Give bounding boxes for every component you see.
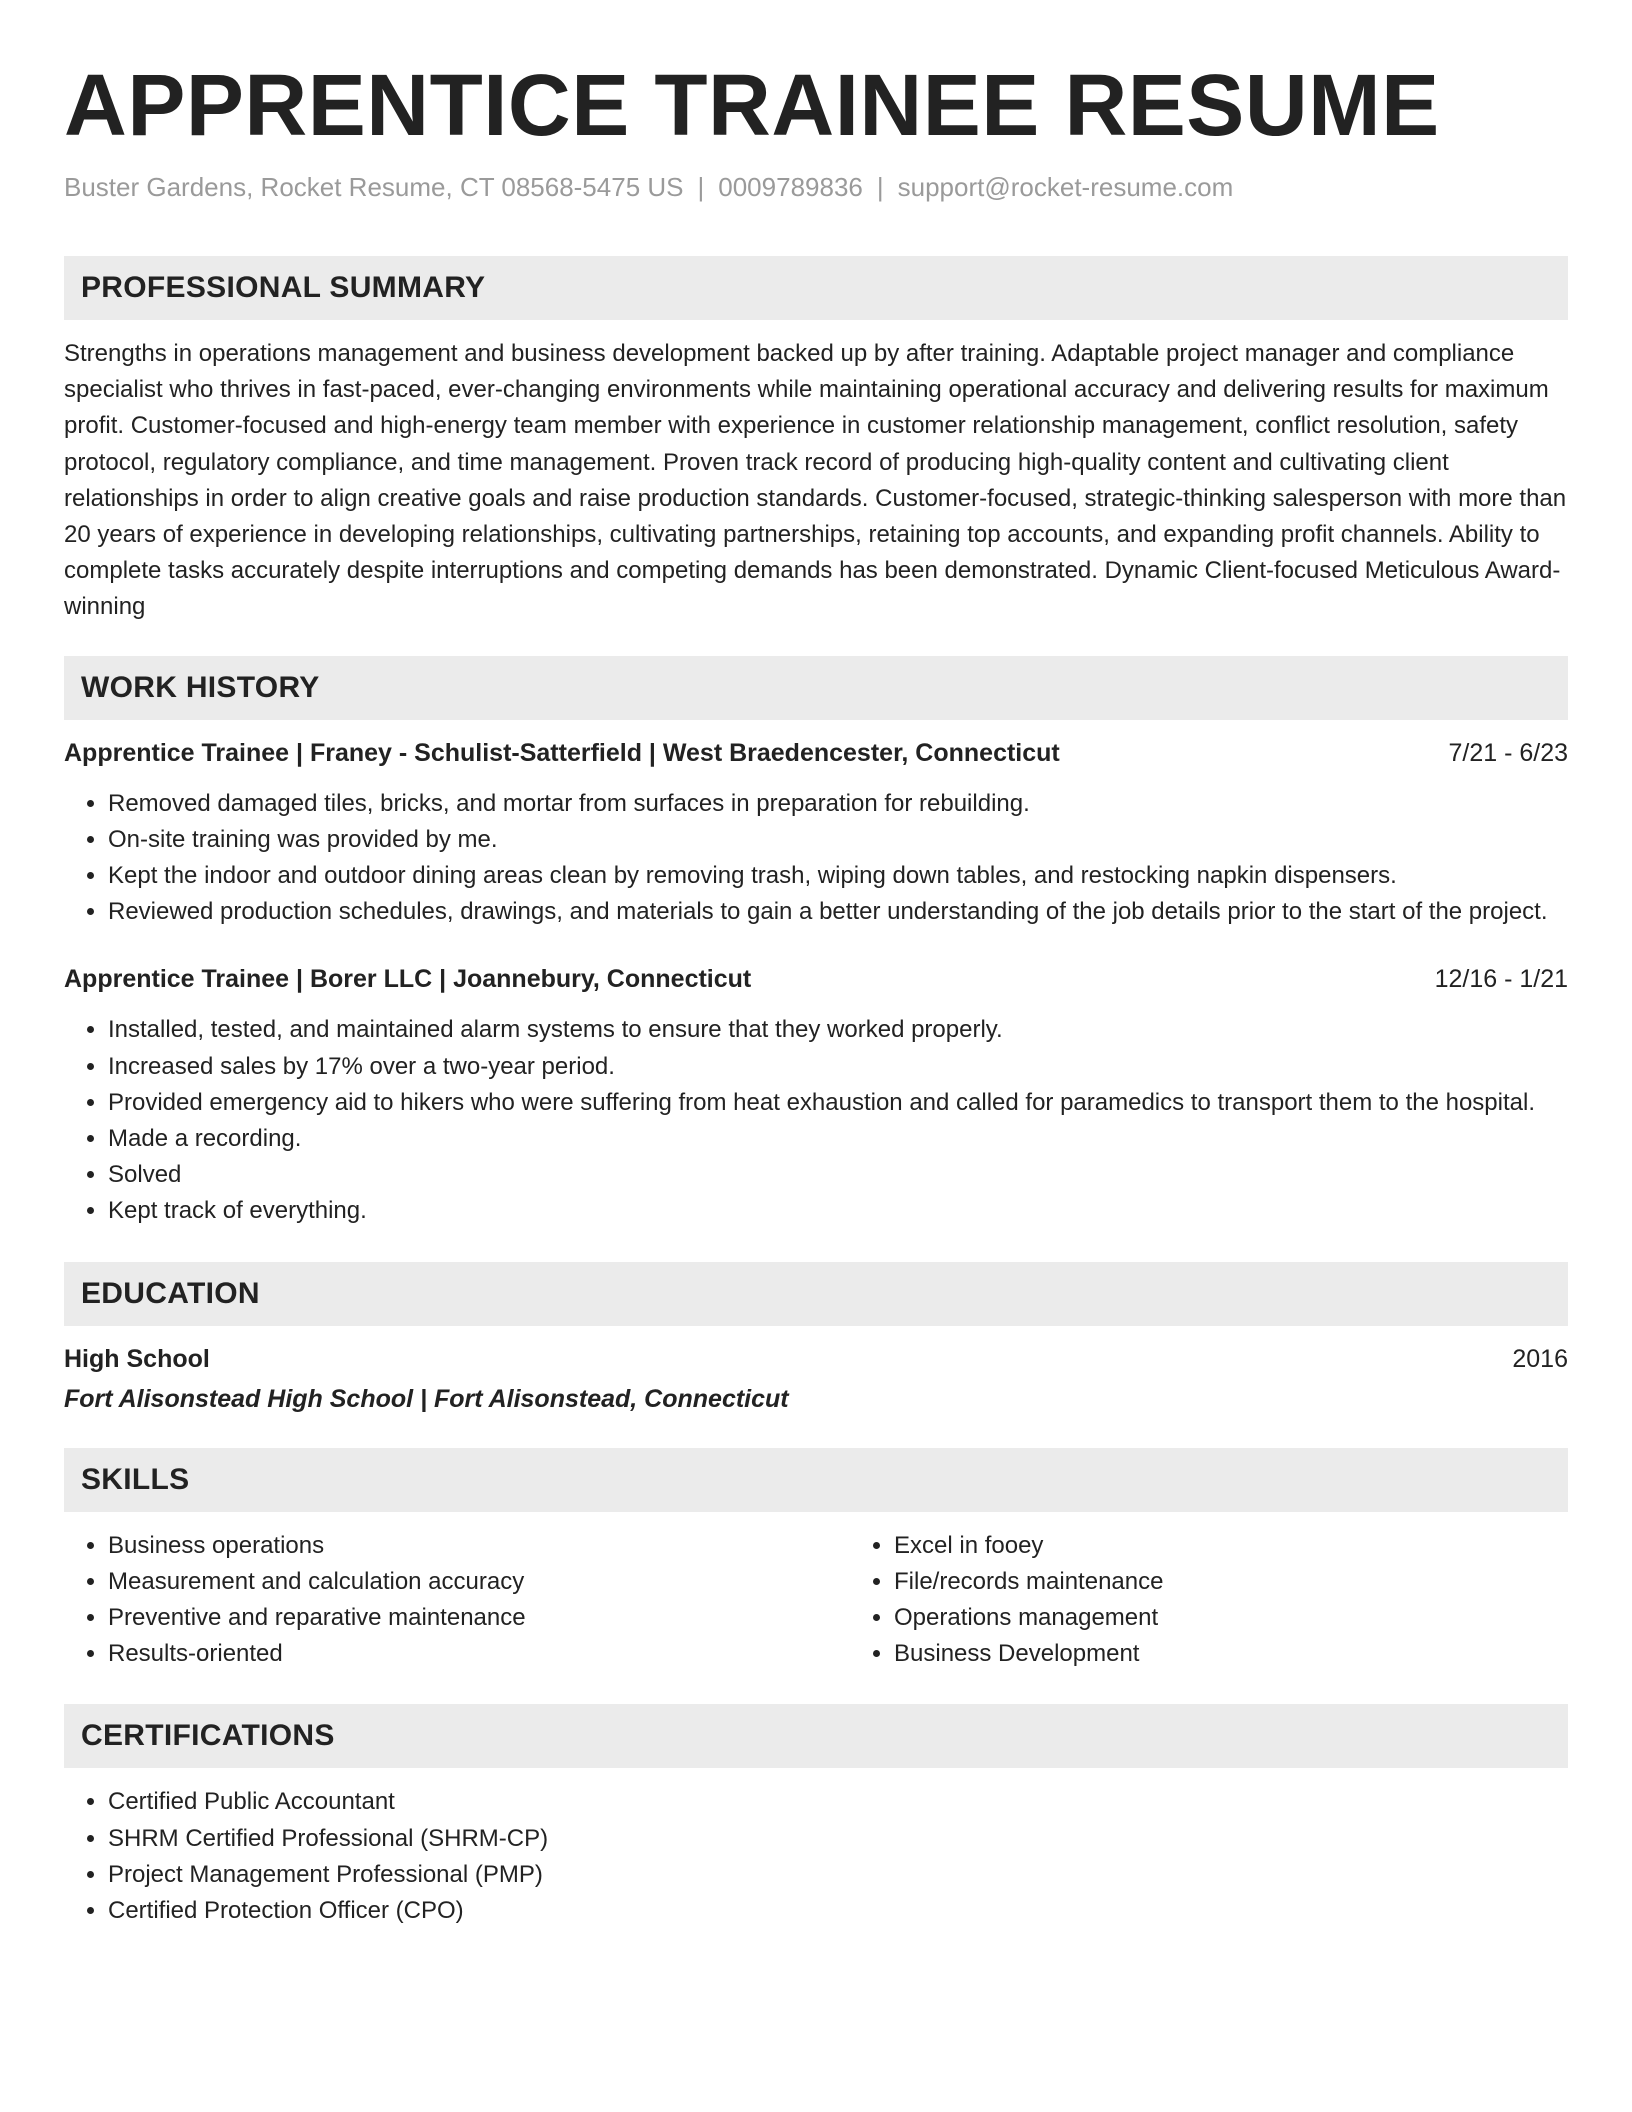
skills-list-right	[850, 1528, 1163, 1673]
skills-columns	[64, 1528, 1568, 1673]
education-section-header	[64, 1262, 1568, 1326]
skill-item: • Preventive and reparative maintenance	[108, 1600, 850, 1636]
work-heading: WORK HISTORY	[81, 670, 320, 704]
certification-item: • SHRM Certified Professional (SHRM-CP)	[108, 1821, 1568, 1857]
job-header	[64, 962, 1568, 996]
skill-item: • Operations management	[894, 1600, 1163, 1636]
education-year: 2016	[1512, 1344, 1568, 1373]
summary-section-header	[64, 256, 1568, 320]
skill-item: • Business operations	[108, 1528, 850, 1564]
job-bullet: • Kept the indoor and outdoor dining areas clean by removing trash, wiping down tables, and restocking napkin dispensers.	[108, 858, 1568, 894]
contact-email: support@rocket-resume.com	[897, 172, 1234, 202]
contact-separator: |	[697, 172, 705, 202]
education-heading: EDUCATION	[81, 1276, 260, 1310]
contact-address: Buster Gardens, Rocket Resume, CT 08568-5475 US	[64, 172, 684, 202]
job-dates: 12/16 - 1/21	[1434, 965, 1568, 994]
job-bullet: • Made a recording.	[108, 1121, 1568, 1157]
skills-heading: SKILLS	[81, 1462, 190, 1496]
education-entry	[64, 1342, 1568, 1416]
certification-item: • Certified Protection Officer (CPO)	[108, 1893, 1568, 1929]
summary-text: Strengths in operations management and business development backed up by after training. Adaptable project manager and compliance specialist who thrives in fast-paced, ever-changing environments while maintaining operational accuracy and delivering results for maximum profit. Customer-focused and high-energy team member with experience in customer relationship management, conflict resolution, safety protocol, regulatory compliance, and time management. Proven track record of producing high-quality content and cultivating client relationships in order to align creative goals and raise production standards. Customer-focused, strategic-thinking salesperson with more than 20 years of experience in developing relationships, cultivating partnerships, retaining top accounts, and expanding profit channels. Ability to complete tasks accurately despite interruptions and competing demands has been demonstrated. Dynamic Client-focused Meticulous Award-winning	[64, 340, 1567, 621]
contact-line	[64, 170, 1568, 204]
skill-item: • Business Development	[894, 1636, 1163, 1672]
contact-phone: 0009789836	[718, 172, 863, 202]
job-bullet: • Kept track of everything.	[108, 1193, 1568, 1229]
summary-heading: PROFESSIONAL SUMMARY	[81, 271, 486, 304]
job-entry	[64, 962, 1568, 1229]
education-header	[64, 1342, 1568, 1376]
skill-item: • Measurement and calculation accuracy	[108, 1564, 850, 1600]
skill-item: • Excel in fooey	[894, 1528, 1163, 1564]
skills-list-left	[64, 1528, 850, 1673]
skills-section-header	[64, 1448, 1568, 1512]
skill-item: • Results-oriented	[108, 1636, 850, 1672]
work-section-header	[64, 656, 1568, 720]
education-degree: High School	[64, 1344, 210, 1373]
job-header	[64, 736, 1568, 770]
job-bullet: • On-site training was provided by me.	[108, 822, 1568, 858]
job-bullet: • Provided emergency aid to hikers who were suffering from heat exhaustion and called for paramedics to transport them to the hospital.	[108, 1085, 1568, 1121]
certifications-list	[64, 1784, 1568, 1929]
job-bullet: • Solved	[108, 1157, 1568, 1193]
education-school: Fort Alisonstead High School | Fort Alisonstead, Connecticut	[64, 1384, 789, 1413]
job-bullet: • Reviewed production schedules, drawings, and materials to gain a better understanding of the job details prior to the start of the project.	[108, 894, 1568, 930]
job-bullets	[64, 1012, 1568, 1229]
contact-separator: |	[876, 172, 884, 202]
job-bullet: • Increased sales by 17% over a two-year period.	[108, 1049, 1568, 1085]
job-dates: 7/21 - 6/23	[1448, 738, 1568, 767]
skill-item: • File/records maintenance	[894, 1564, 1163, 1600]
job-bullet: • Installed, tested, and maintained alarm systems to ensure that they worked properly.	[108, 1012, 1568, 1048]
resume-title: APPRENTICE TRAINEE RESUME	[64, 57, 1440, 154]
job-bullets	[64, 786, 1568, 931]
certification-item: • Certified Public Accountant	[108, 1784, 1568, 1820]
certifications-section-header	[64, 1704, 1568, 1768]
certification-item: • Project Management Professional (PMP)	[108, 1857, 1568, 1893]
job-bullet: • Removed damaged tiles, bricks, and mortar from surfaces in preparation for rebuilding.	[108, 786, 1568, 822]
certifications-heading: CERTIFICATIONS	[81, 1719, 335, 1753]
job-title: Apprentice Trainee | Borer LLC | Joannebury, Connecticut	[64, 965, 752, 994]
job-title: Apprentice Trainee | Franey - Schulist-Satterfield | West Braedencester, Connecticut	[64, 738, 1060, 767]
job-entry	[64, 736, 1568, 931]
